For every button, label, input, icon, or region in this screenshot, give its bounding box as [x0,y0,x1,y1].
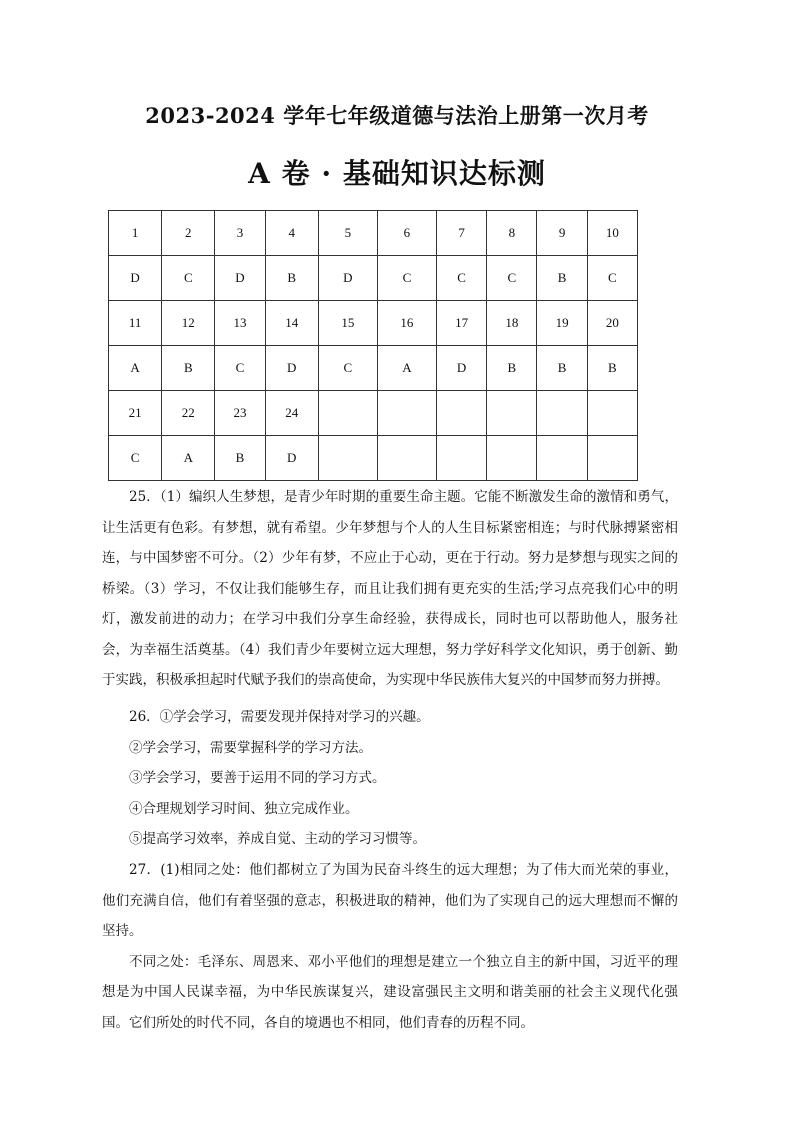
question-number-cell: 23 [215,391,265,436]
answer-key-row [109,436,638,481]
question-number-cell [537,391,587,436]
answer-25-text: 25．（1）编织人生梦想，是青少年时期的重要生命主题。它能不断激发生命的激情和勇气，让生活更有色彩。有梦想，就有希望。少年梦想与个人的人生目标紧密相连；与时代脉搏紧密相连，与中国梦密不可分。（2）少年有梦，不应止于心动，更在于行动。努力是梦想与现实之间的桥梁。（3）学习，不仅让我们能够生存，而且让我们拥有更充实的生活;学习点亮我们心中的明灯，激发前进的动力；在学习中我们分享生命经验，获得成长，同时也可以帮助他人，服务社会，为幸福生活奠基。（4）我们青少年要树立远大理想，努力学好科学文化知识，勇于创新、勤于实践，积极承担起时代赋予我们的崇高使命，为实现中华民族伟大复兴的中国梦而努力拼搏。 [102,489,678,688]
answer-25 [102,482,678,696]
answer-key-cell: C [109,436,162,481]
question-number-cell: 21 [109,391,162,436]
answer-26-line: ⑤提高学习效率，养成自觉、主动的学习习惯等。 [129,831,426,847]
question-number-cell: 17 [436,301,486,346]
answer-key-cell: A [109,346,162,391]
question-number-cell: 10 [587,211,637,256]
answer-key-cell: B [215,436,265,481]
question-number-cell [487,391,537,436]
answer-key-cell: B [587,346,637,391]
answer-key-cell: C [162,256,215,301]
question-number-cell: 15 [318,301,377,346]
answer-key-cell: D [436,346,486,391]
question-number-cell [436,391,486,436]
answer-key-cell [318,436,377,481]
question-number-cell: 1 [109,211,162,256]
answer-key-row [109,256,638,301]
answer-key-cell [377,436,436,481]
answer-key-cell: D [109,256,162,301]
question-number-cell: 24 [265,391,318,436]
answer-key-cell: B [265,256,318,301]
answer-key-cell: D [318,256,377,301]
question-number-cell: 6 [377,211,436,256]
question-number-cell: 5 [318,211,377,256]
answer-key-cell: C [587,256,637,301]
answer-key-cell: D [265,436,318,481]
answer-key-cell: D [215,256,265,301]
answer-key-cell: A [162,436,215,481]
answer-key-cell: D [265,346,318,391]
question-number-cell: 18 [487,301,537,346]
question-number-cell: 19 [537,301,587,346]
answer-27 [102,855,678,1038]
answer-27-part2: 不同之处：毛泽东、周恩来、邓小平他们的理想是建立一个独立自主的新中国，习近平的理想是为中国人民谋幸福，为中华民族谋复兴，建设富强民主文明和谐美丽的社会主义现代化强国。它们所处的时代不同，各自的境遇也不相同，他们青春的历程不同。 [102,953,678,1031]
answer-26 [102,702,678,855]
question-number-cell: 4 [265,211,318,256]
question-number-cell: 3 [215,211,265,256]
answer-key-cell: C [318,346,377,391]
page-title: 2023-2024 学年七年级道德与法治上册第一次月考 [145,103,649,128]
answer-key-cell: B [487,346,537,391]
question-number-row [109,391,638,436]
answer-key-row [109,346,638,391]
answer-26-line: ②学会学习，需要掌握科学的学习方法。 [129,739,372,756]
answer-key-cell: C [436,256,486,301]
question-number-cell: 11 [109,301,162,346]
answer-key-cell: B [537,346,587,391]
question-number-cell: 7 [436,211,486,256]
answer-key-cell: C [377,256,436,301]
question-number-cell: 20 [587,301,637,346]
answer-key-cell: B [537,256,587,301]
section-title: A 卷 · 基础知识达标测 [248,157,546,190]
answer-key-cell [587,436,637,481]
question-number-cell [587,391,637,436]
answer-27-part1: 27．(1)相同之处：他们都树立了为国为民奋斗终生的远大理想；为了伟大而光荣的事业，他们充满自信，他们有着坚强的意志，积极进取的精神，他们为了实现自己的远大理想而不懈的坚持。 [102,862,678,939]
question-number-cell: 8 [487,211,537,256]
question-number-cell: 13 [215,301,265,346]
answer-table [108,210,638,481]
question-number-cell: 9 [537,211,587,256]
answer-key-cell: A [377,346,436,391]
answer-26-line: 26．①学会学习，需要发现并保持对学习的兴趣。 [129,709,430,725]
answer-key-cell: B [162,346,215,391]
question-number-cell: 14 [265,301,318,346]
question-number-row [109,211,638,256]
answer-key-cell [537,436,587,481]
question-number-row [109,301,638,346]
answer-26-line: ④合理规划学习时间、独立完成作业。 [129,800,359,817]
answer-key-cell [487,436,537,481]
question-number-cell [377,391,436,436]
answer-key-cell [436,436,486,481]
answer-key-cell: C [487,256,537,301]
answer-26-line: ③学会学习，要善于运用不同的学习方式。 [129,770,386,786]
question-number-cell: 16 [377,301,436,346]
answer-key-cell: C [215,346,265,391]
question-number-cell: 12 [162,301,215,346]
question-number-cell: 22 [162,391,215,436]
question-number-cell: 2 [162,211,215,256]
question-number-cell [318,391,377,436]
